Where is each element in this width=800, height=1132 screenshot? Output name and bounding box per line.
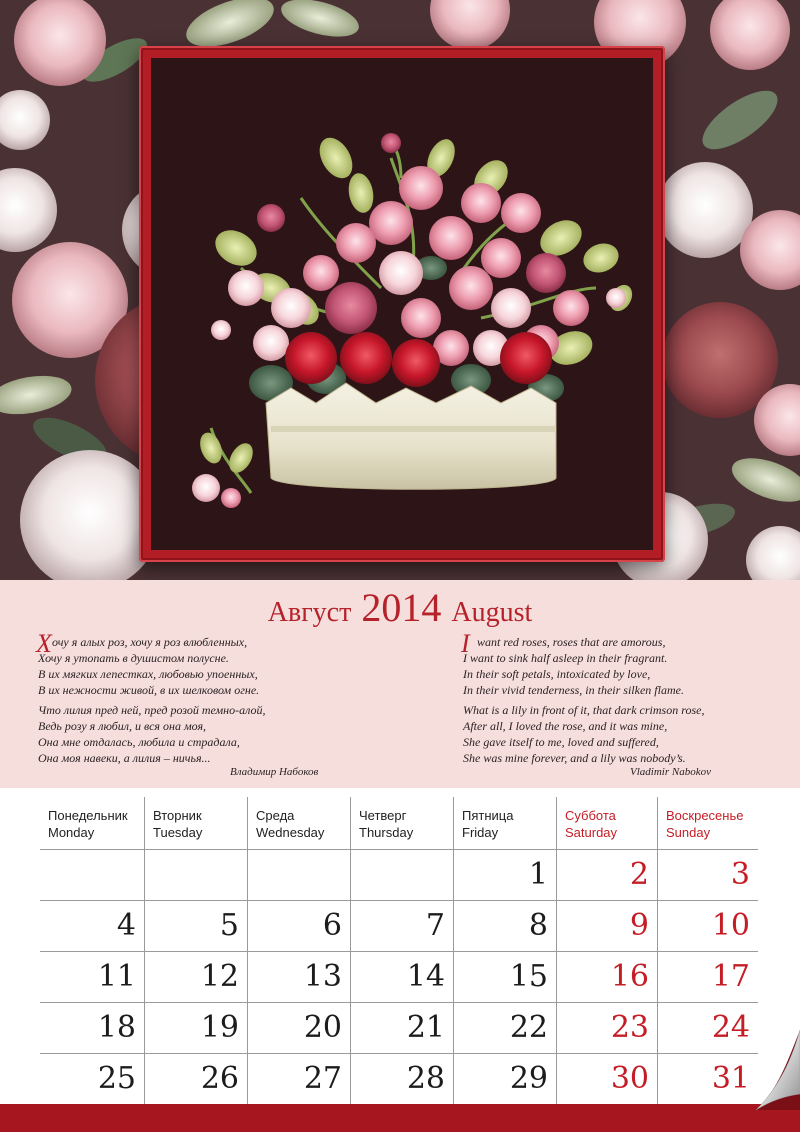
empty-day-cell xyxy=(144,850,247,900)
poem-line: What is a lily in front of it, that dark crimson rose, xyxy=(463,703,705,717)
poem-line: I want to sink half asleep in their fragrant. xyxy=(463,651,668,665)
poem-line: Хочу я утопать в душистом полусне. xyxy=(38,651,229,665)
day-cell: 20 xyxy=(247,1003,350,1053)
day-cell: 30 xyxy=(556,1054,657,1104)
day-cell: 22 xyxy=(453,1003,556,1053)
day-cell: 23 xyxy=(556,1003,657,1053)
poem-line: Она моя навеки, а лилия – ничья... xyxy=(38,751,211,765)
page-curl-icon xyxy=(748,1030,800,1110)
day-cell: 25 xyxy=(97,1061,136,1096)
day-cell: 24 xyxy=(657,1003,758,1053)
poem-russian xyxy=(36,629,368,770)
drop-cap-ru: Х xyxy=(36,629,52,658)
poem-line: She was mine forever, and a lily was nobody’s. xyxy=(463,751,686,765)
weekday-en: Monday xyxy=(48,825,95,840)
weekday-ru: Понедельник xyxy=(48,808,128,823)
weekday-en: Thursday xyxy=(359,825,414,840)
day-cell: 29 xyxy=(453,1054,556,1104)
poem-line: After all, I loved the rose, and it was mine, xyxy=(463,719,668,733)
weekday-header-monday xyxy=(40,797,144,849)
poem-line: In their soft petals, intoxicated by love, xyxy=(463,667,651,681)
weekday-ru: Суббота xyxy=(565,808,616,823)
weekday-en: Saturday xyxy=(565,825,618,840)
rose-basket-image xyxy=(151,58,653,550)
weekday-en: Friday xyxy=(462,825,499,840)
day-cell: 28 xyxy=(350,1054,453,1104)
day-cell: 1 xyxy=(453,850,556,900)
empty-day-cell xyxy=(350,850,453,900)
weekday-header-wednesday xyxy=(247,797,350,849)
weekday-ru: Пятница xyxy=(462,808,514,823)
embroidery-picture xyxy=(151,58,653,550)
day-cell: 16 xyxy=(556,952,657,1002)
weekday-header-thursday xyxy=(350,797,453,849)
day-cell: 17 xyxy=(657,952,758,1002)
poem-line: want red roses, roses that are amorous, xyxy=(477,635,666,649)
weekday-ru: Вторник xyxy=(153,808,202,823)
day-cell: 8 xyxy=(453,901,556,951)
weekday-en: Sunday xyxy=(666,825,711,840)
day-cell: 14 xyxy=(350,952,453,1002)
poem-line: Что лилия пред ней, пред розой темно-алой, xyxy=(38,703,266,717)
weekday-ru: Четверг xyxy=(359,808,407,823)
month-en: August xyxy=(451,597,533,628)
author-en: Vladimir Nabokov xyxy=(630,766,711,778)
poem-line: очу я алых роз, хочу я роз влюбленных, xyxy=(52,635,248,649)
day-cell: 13 xyxy=(247,952,350,1002)
day-cell: 12 xyxy=(144,952,247,1002)
poem-line: Ведь розу я любил, и вся она моя, xyxy=(38,719,207,733)
day-cell: 15 xyxy=(453,952,556,1002)
day-cell: 27 xyxy=(247,1054,350,1104)
day-cell: 18 xyxy=(97,1010,136,1045)
stanza-1-ru xyxy=(38,634,368,698)
weekday-header-sunday xyxy=(657,797,758,849)
day-cell: 19 xyxy=(144,1003,247,1053)
day-cell: 7 xyxy=(350,901,453,951)
weekday-en: Tuesday xyxy=(153,825,203,840)
bottom-strip xyxy=(0,1104,800,1132)
empty-day-cell xyxy=(247,850,350,900)
poem-line: В их нежности живой, в их шелковом огне. xyxy=(38,683,260,697)
day-cell: 9 xyxy=(556,901,657,951)
stanza-2-en xyxy=(463,702,793,766)
day-cell: 21 xyxy=(350,1003,453,1053)
poem-line: In their vivid tenderness, in their silken flame. xyxy=(463,683,684,697)
drop-cap-en: I xyxy=(461,629,470,658)
month-ru: Август xyxy=(267,597,352,628)
weekday-ru: Среда xyxy=(256,808,295,823)
weekday-header-saturday xyxy=(556,797,657,849)
poem-line: В их мягких лепестках, любовью упоенных, xyxy=(38,667,258,681)
day-cell: 3 xyxy=(657,850,758,900)
day-cell: 26 xyxy=(144,1054,247,1104)
weekday-header-tuesday xyxy=(144,797,247,849)
year: 2014 xyxy=(361,585,442,630)
day-cell: 11 xyxy=(97,959,136,994)
stanza-1-en xyxy=(463,634,793,698)
empty-day-cell xyxy=(40,850,144,900)
poem-line: She gave itself to me, loved and suffered, xyxy=(463,735,659,749)
picture-frame xyxy=(139,46,665,562)
poem-english xyxy=(461,629,793,770)
day-cell: 5 xyxy=(144,901,247,951)
author-ru: Владимир Набоков xyxy=(230,766,319,778)
day-cell: 2 xyxy=(556,850,657,900)
weekday-header-friday xyxy=(453,797,556,849)
poem-line: Она мне отдалась, любила и страдала, xyxy=(38,735,240,749)
day-cell: 4 xyxy=(116,908,136,943)
day-cell: 31 xyxy=(657,1054,758,1104)
day-cell: 6 xyxy=(247,901,350,951)
day-cell: 10 xyxy=(657,901,758,951)
calendar-title xyxy=(0,584,800,631)
weekday-ru: Воскресенье xyxy=(666,808,744,823)
stanza-2-ru xyxy=(38,702,368,766)
weekday-en: Wednesday xyxy=(256,825,325,840)
